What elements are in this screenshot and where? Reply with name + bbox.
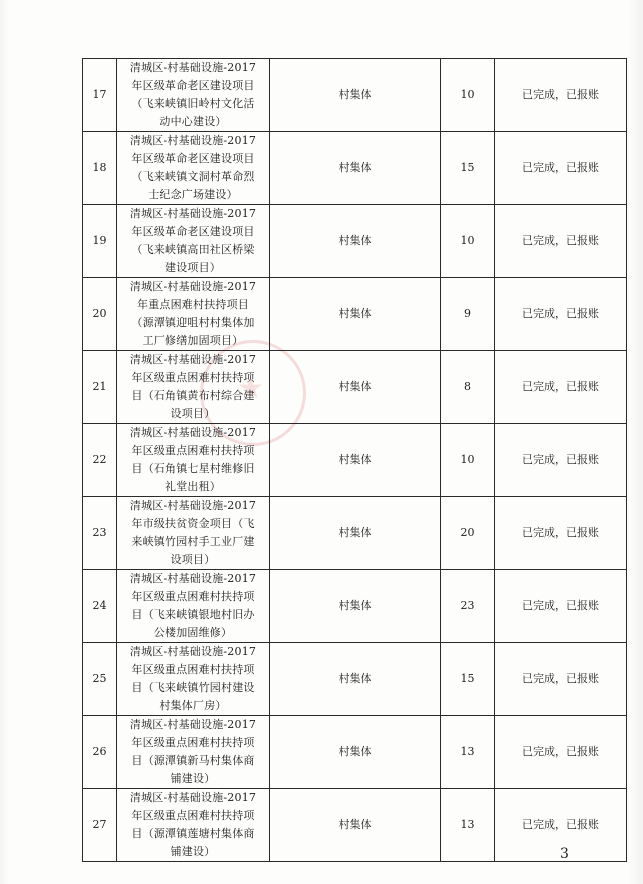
table-row (83, 716, 627, 789)
project-name-text: 清城区-村基础设施-2017年区级重点困难村扶持项目（源潭镇莲塘村集体商铺建设） (129, 791, 257, 858)
owner-text: 村集体 (338, 526, 372, 539)
status-text: 已完成，已报账 (522, 745, 599, 758)
row-number-text: 25 (92, 672, 107, 685)
project-name-text: 清城区-村基础设施-2017年区级重点困难村扶持项目（石角镇黄布村综合建设项目） (129, 353, 257, 420)
cell-row-number (83, 278, 117, 351)
cell-status (495, 59, 627, 132)
cell-row-number (83, 497, 117, 570)
cell-row-number (83, 424, 117, 497)
cell-owner (270, 278, 441, 351)
cell-row-number (83, 132, 117, 205)
cell-amount (441, 132, 495, 205)
cell-owner (270, 424, 441, 497)
cell-status (495, 716, 627, 789)
cell-status (495, 424, 627, 497)
owner-text: 村集体 (338, 672, 372, 685)
cell-project-name (117, 59, 270, 132)
amount-text: 13 (460, 745, 475, 758)
cell-owner (270, 789, 441, 862)
cell-status (495, 351, 627, 424)
cell-row-number (83, 59, 117, 132)
row-number-text: 21 (92, 380, 107, 393)
row-number-text: 17 (92, 88, 107, 101)
cell-status (495, 643, 627, 716)
amount-text: 10 (460, 453, 475, 466)
cell-row-number (83, 351, 117, 424)
table-row (83, 789, 627, 862)
cell-status (495, 570, 627, 643)
owner-text: 村集体 (338, 88, 372, 101)
cell-owner (270, 570, 441, 643)
owner-text: 村集体 (338, 818, 372, 831)
status-text: 已完成，已报账 (522, 88, 599, 101)
row-number-text: 22 (92, 453, 107, 466)
table-row (83, 205, 627, 278)
cell-status (495, 132, 627, 205)
cell-status (495, 205, 627, 278)
project-name-text: 清城区-村基础设施-2017年区级重点困难村扶持项目（源潭镇新马村集体商铺建设） (129, 718, 257, 785)
cell-status (495, 497, 627, 570)
table-row (83, 278, 627, 351)
amount-text: 13 (460, 818, 475, 831)
cell-project-name (117, 570, 270, 643)
row-number-text: 20 (92, 307, 107, 320)
project-name-text: 清城区-村基础设施-2017年区级革命老区建设项目（飞来峡镇旧岭村文化活动中心建设） (129, 61, 257, 128)
project-table-body (83, 59, 627, 862)
cell-amount (441, 643, 495, 716)
project-name-text: 清城区-村基础设施-2017年区级重点困难村扶持项目（飞来峡镇竹园村建设村集体厂房） (129, 645, 257, 712)
status-text: 已完成，已报账 (522, 307, 599, 320)
table-row (83, 643, 627, 716)
amount-text: 9 (464, 307, 471, 320)
owner-text: 村集体 (338, 161, 372, 174)
cell-amount (441, 570, 495, 643)
amount-text: 15 (460, 672, 475, 685)
row-number-text: 19 (92, 234, 107, 247)
cell-project-name (117, 424, 270, 497)
cell-amount (441, 716, 495, 789)
owner-text: 村集体 (338, 453, 372, 466)
cell-owner (270, 497, 441, 570)
status-text: 已完成，已报账 (522, 234, 599, 247)
cell-project-name (117, 205, 270, 278)
cell-amount (441, 789, 495, 862)
cell-owner (270, 59, 441, 132)
project-name-text: 清城区-村基础设施-2017年区级重点困难村扶持项目（飞来峡镇银地村旧办公楼加固维修） (129, 572, 257, 639)
amount-text: 8 (464, 380, 471, 393)
cell-project-name (117, 789, 270, 862)
cell-owner (270, 205, 441, 278)
cell-project-name (117, 351, 270, 424)
project-name-text: 清城区-村基础设施-2017年市级扶贫资金项目（飞来峡镇竹园村手工业厂建设项目） (129, 499, 257, 566)
status-text: 已完成，已报账 (522, 672, 599, 685)
table-row (83, 132, 627, 205)
owner-text: 村集体 (338, 234, 372, 247)
amount-text: 10 (460, 88, 475, 101)
cell-status (495, 278, 627, 351)
page-number: 3 (560, 846, 569, 862)
cell-project-name (117, 643, 270, 716)
project-name-text: 清城区-村基础设施-2017年区级革命老区建设项目（飞来峡镇文洞村革命烈士纪念广场建设） (129, 134, 257, 201)
status-text: 已完成，已报账 (522, 380, 599, 393)
cell-row-number (83, 716, 117, 789)
row-number-text: 26 (92, 745, 107, 758)
cell-project-name (117, 132, 270, 205)
owner-text: 村集体 (338, 380, 372, 393)
cell-project-name (117, 278, 270, 351)
project-table (82, 58, 627, 862)
cell-owner (270, 132, 441, 205)
row-number-text: 24 (92, 599, 107, 612)
cell-row-number (83, 789, 117, 862)
status-text: 已完成，已报账 (522, 453, 599, 466)
owner-text: 村集体 (338, 745, 372, 758)
amount-text: 15 (460, 161, 475, 174)
cell-project-name (117, 497, 270, 570)
cell-amount (441, 205, 495, 278)
cell-owner (270, 716, 441, 789)
cell-amount (441, 351, 495, 424)
table-row (83, 570, 627, 643)
owner-text: 村集体 (338, 307, 372, 320)
owner-text: 村集体 (338, 599, 372, 612)
status-text: 已完成，已报账 (522, 161, 599, 174)
table-row (83, 59, 627, 132)
cell-row-number (83, 205, 117, 278)
status-text: 已完成，已报账 (522, 526, 599, 539)
cell-amount (441, 424, 495, 497)
table-row (83, 497, 627, 570)
cell-project-name (117, 716, 270, 789)
project-name-text: 清城区-村基础设施-2017年重点困难村扶持项目（源潭镇迎咀村村集体加工厂修缮加固项目） (129, 280, 257, 347)
cell-owner (270, 351, 441, 424)
table-row (83, 424, 627, 497)
cell-row-number (83, 570, 117, 643)
project-name-text: 清城区-村基础设施-2017年区级重点困难村扶持项目（石角镇七星村维修旧礼堂出租） (129, 426, 257, 493)
cell-amount (441, 278, 495, 351)
amount-text: 10 (460, 234, 475, 247)
amount-text: 20 (460, 526, 475, 539)
row-number-text: 27 (92, 818, 107, 831)
status-text: 已完成，已报账 (522, 818, 599, 831)
cell-row-number (83, 643, 117, 716)
cell-owner (270, 643, 441, 716)
table-row (83, 351, 627, 424)
row-number-text: 18 (92, 161, 107, 174)
amount-text: 23 (460, 599, 475, 612)
row-number-text: 23 (92, 526, 107, 539)
status-text: 已完成，已报账 (522, 599, 599, 612)
project-name-text: 清城区-村基础设施-2017年区级革命老区建设项目（飞来峡镇高田社区桥梁建设项目） (129, 207, 257, 274)
cell-amount (441, 59, 495, 132)
cell-amount (441, 497, 495, 570)
